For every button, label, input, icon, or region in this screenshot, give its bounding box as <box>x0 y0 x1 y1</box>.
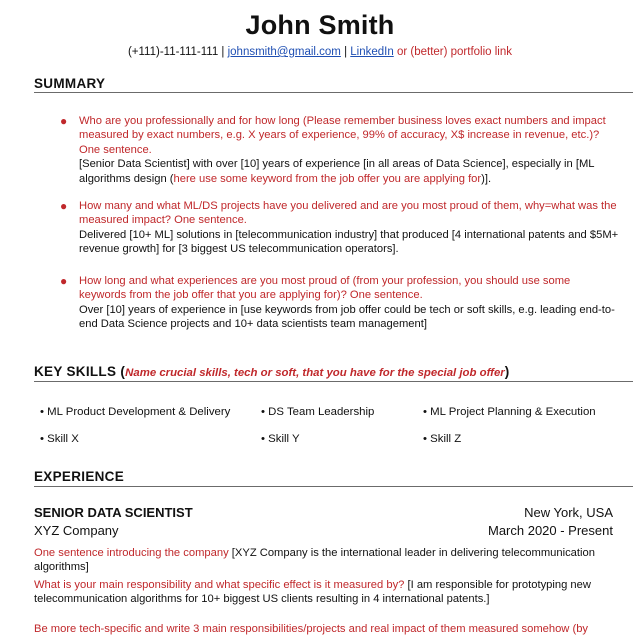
experience-heading: EXPERIENCE <box>34 469 125 484</box>
summary-item-2-prompt: How many and what ML/DS projects have you delivered and are you most proud of them, why=what was the measured impact? One sentence. <box>79 200 617 227</box>
skill-item: • Skill Z <box>423 433 462 445</box>
job-location: New York, USA <box>524 505 613 520</box>
summary-item-1-example-b: )]. <box>481 172 492 185</box>
bullet-icon: • <box>423 433 427 445</box>
experience-line-2-prompt: What is your main responsibility and what specific effect is it measured by? <box>34 579 408 591</box>
bullet-icon: ● <box>60 114 68 128</box>
job-dates: March 2020 - Present <box>487 523 613 538</box>
bullet-icon: ● <box>60 274 68 288</box>
experience-line-3-prompt: Be more tech-specific and write 3 main responsibilities/projects and real impact of them measured somehow (by <box>34 623 589 635</box>
experience-line-1-example: [XYZ Company is the international leader in delivering telecommunication algorithms] <box>34 547 595 574</box>
summary-item-1-prompt: Who are you professionally and for how long (Please remember business loves exact numbers and impact measured by exact numbers, e.g. X years of experience, 99% of accuracy, X$ increase in revenue, etc.)? One sentence. <box>79 115 606 156</box>
summary-item-3-prompt: How long and what experiences are you most proud of (from your profession, you should use some keywords from the job offer that you are applying for)? One sentence. <box>79 275 571 302</box>
summary-item-1 <box>79 114 619 186</box>
candidate-name: John Smith <box>245 10 395 40</box>
summary-item-1-example-a: [Senior Data Scientist] with over [10] years of experience [in all areas of Data Science], especially in [ML algorithms design ( <box>79 158 595 185</box>
experience-divider <box>34 486 633 487</box>
skills-title: KEY SKILLS <box>34 364 117 379</box>
summary-divider <box>34 92 633 93</box>
skill-item: • DS Team Leadership <box>261 406 375 418</box>
skill-item: • Skill Y <box>261 433 300 445</box>
experience-line-3 <box>34 622 624 636</box>
contact-line <box>0 46 640 58</box>
bullet-icon: • <box>261 406 265 418</box>
skills-heading <box>34 364 510 379</box>
experience-line-1-prompt: One sentence introducing the company <box>34 547 232 559</box>
company-name: XYZ Company <box>34 523 119 538</box>
summary-heading: SUMMARY <box>34 76 106 91</box>
summary-item-2-example: Delivered [10+ ML] solutions in [telecommunication industry] that produced [4 international patents and $5M+ revenue growth] for [3 biggest US telecommunication operators]. <box>79 228 619 256</box>
bullet-icon: • <box>40 406 44 418</box>
summary-item-1-hint: here use some keyword from the job offer you are applying for <box>173 172 482 185</box>
experience-line-2-example: [I am responsible for prototyping new telecommunication algorithms for 10+ biggest US clients resulting in 4 international patents.] <box>34 579 591 606</box>
experience-line-2 <box>34 578 624 607</box>
phone-number: (+111)-11-111-111 | <box>127 46 228 58</box>
summary-item-3-example: Over [10] years of experience in [use keywords from job offer could be tech or soft skills, e.g. leading end-to-end Data Science projects and 10+ data scientists team management] <box>79 303 615 331</box>
contact-separator: | <box>340 46 351 58</box>
summary-item-2 <box>79 199 619 257</box>
experience-line-1 <box>34 546 624 575</box>
skills-paren-open: ( <box>116 364 126 379</box>
skills-hint: Name crucial skills, tech or soft, that you have for the special job offer <box>125 367 505 379</box>
bullet-icon: • <box>423 406 427 418</box>
bullet-icon: • <box>40 433 44 445</box>
skill-item: • Skill X <box>40 433 79 445</box>
email-link[interactable]: johnsmith@gmail.com <box>227 46 341 58</box>
skill-item: • ML Project Planning & Execution <box>423 406 596 418</box>
job-title: SENIOR DATA SCIENTIST <box>34 505 193 520</box>
skill-item: • ML Product Development & Delivery <box>40 406 231 418</box>
bullet-icon: • <box>261 433 265 445</box>
skills-paren-close: ) <box>504 364 510 379</box>
summary-item-3 <box>79 274 619 332</box>
linkedin-link[interactable]: LinkedIn <box>350 46 394 58</box>
skills-divider <box>34 381 633 382</box>
bullet-icon: ● <box>60 199 68 213</box>
portfolio-hint: or (better) portfolio link <box>393 46 513 58</box>
